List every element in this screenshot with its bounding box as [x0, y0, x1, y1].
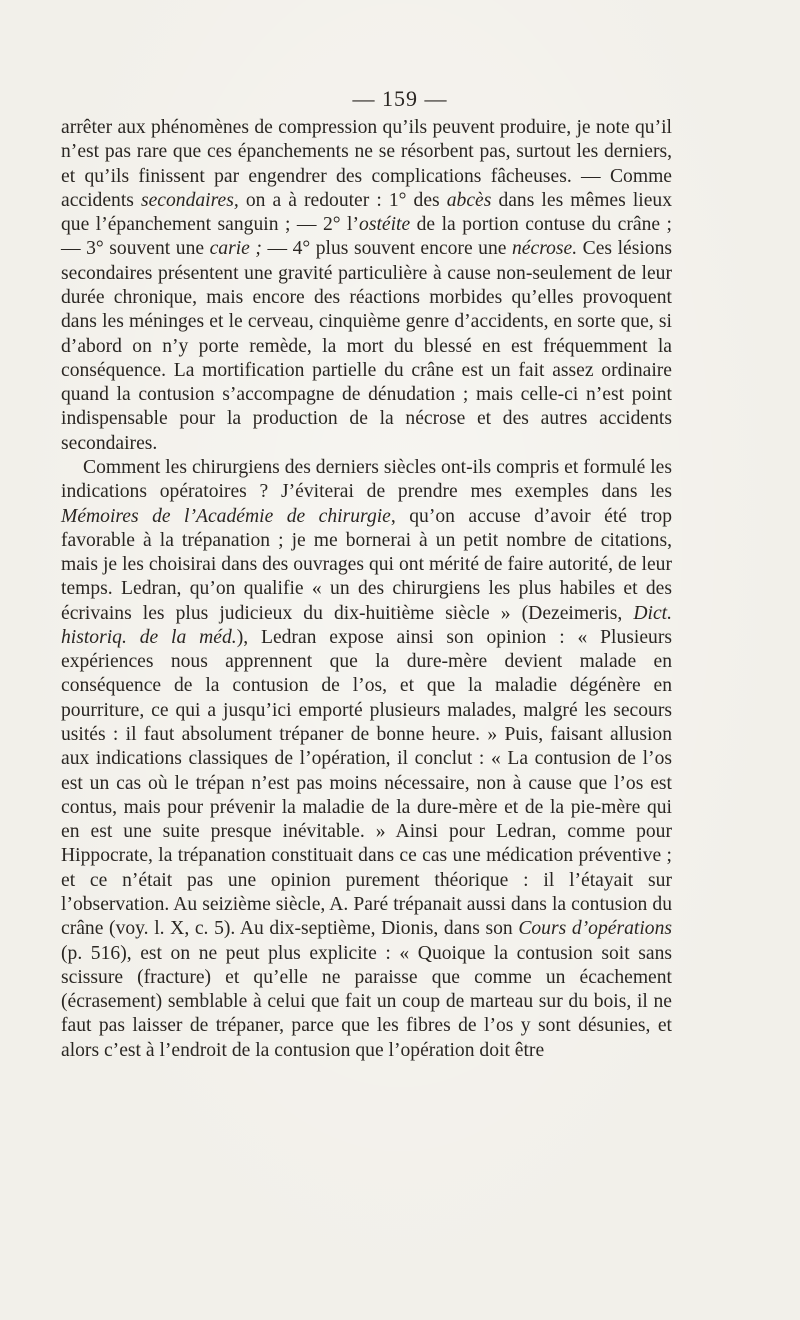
italic-run: nécrose.: [512, 238, 578, 260]
page-number: — 159 —: [352, 86, 448, 111]
italic-run: ostéite: [359, 214, 411, 236]
italic-run: Dict. historiq. de la méd.: [61, 602, 672, 648]
italic-run: secondaires,: [140, 189, 239, 211]
body-text: [61, 116, 672, 1063]
text-run: , qu’on accuse d’avoir été trop favorable à la trépanation ; je me bornerai à un petit nombre de citations, mais je les choisirai dans des ouvrages qui ont mérité de faire autorité, de leur temps. Ledran, qu’on qualifie « un des chirurgiens les plus habiles et des écrivains les plus judicieux du dix-huitième siècle » (Dezeimeris,: [61, 505, 673, 624]
text-run: — 4° plus souvent encore une: [261, 238, 512, 260]
italic-run: Mémoires de l’Académie de chirurgie: [61, 505, 391, 527]
text-run: Ces lésions secondaires présentent une gravité particulière à cause non-seulement de leur durée chronique, mais encore des réactions morbides qu’elles provoquent dans les méninges et le cerveau, cinquième genre d’accidents, en sorte que, si d’abord on n’y porte remède, la mort du blessé en est fréquemment la conséquence. La mortification partielle du crâne est un fait assez ordinaire quand la contusion s’accompagne de dénudation ; mais celle-ci n’est point indispensable pour la production de la nécrose et des autres accidents secondaires.: [61, 238, 672, 454]
italic-run: carie ;: [209, 238, 262, 260]
paragraph: [61, 456, 672, 1063]
text-run: arrêter aux phénomènes de compression qu’ils peuvent produire, je note qu’il n’est pas rare que ces épanchements ne se résorbent pas, surtout les derniers, et qu’ils finissent par engendrer des complications fâcheuses. — Comme accidents: [61, 117, 672, 211]
text-run: de la portion contuse du crâne ; — 3° souvent une: [61, 214, 672, 260]
text-run: dans les mêmes lieux que l’épanchement sanguin ; — 2° l’: [61, 189, 673, 236]
paragraph: [61, 116, 672, 456]
text-run: Comment les chirurgiens des derniers siècles ont-ils compris et formulé les indications opératoires ? J’éviterai de prendre mes exemples dans les: [61, 456, 672, 503]
text-run: on a à redouter : 1° des: [238, 189, 447, 211]
text-run: ), Ledran expose ainsi son opinion : « Plusieurs expériences nous apprennent que la dure-mère devient malade en conséquence de la contusion de l’os, et que la maladie dégénère en pourriture, ce qui a jusqu’ici emporté plusieurs malades, malgré les secours usités : il faut absolument trépaner de bonne heure. » Puis, faisant allusion aux indications classiques de l’opération, il conclut : « La contusion de l’os est un cas où le trépan n’est pas moins nécessaire, non à cause que l’os est contus, mais pour prévenir la maladie de la dure-mère et de la pie-mère qui en est une suite presque inévitable. » Ainsi pour Ledran, comme pour Hippocrate, la trépanation constituait dans ce cas une médication préventive ; et ce n’était pas une opinion purement théorique : il l’étayait sur l’observation. Au seizième siècle, A. Paré trépanait aussi dans la contusion du crâne (voy. l. X, c. 5). Au dix-septième, Dionis, dans son: [61, 626, 672, 940]
text-run: (p. 516), est on ne peut plus explicite : « Quoique la contusion soit sans scissure (fracture) et qu’elle ne paraisse que comme un écachement (écrasement) semblable à celui que fait un coup de marteau sur du bois, il ne faut pas laisser de trépaner, parce que les fibres de l’os y sont désunies, et alors c’est à l’endroit de la contusion que l’opération doit être: [61, 942, 672, 1061]
italic-run: Cours d’opérations: [518, 918, 672, 940]
italic-run: abcès: [446, 189, 492, 211]
